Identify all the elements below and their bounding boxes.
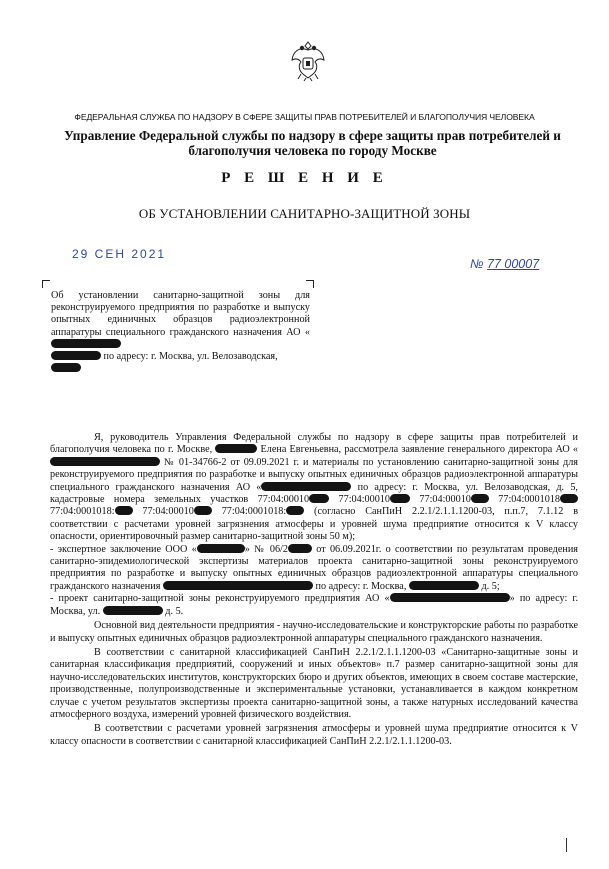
- document-body: [50, 432, 578, 748]
- paragraph-4: Основной вид деятельности предприятия - научно-исследовательские и конструкторские работы по разработке и выпуску опытных единичных образцов радиоэлектронной аппаратуры специального гражданского назначения.: [50, 620, 578, 644]
- department-line-1: Управление Федеральной службы по надзору в сфере защиты прав потребителей и: [64, 128, 561, 143]
- redaction-mark: [51, 351, 101, 360]
- subject-text: Об установлении санитарно-защитной зоны для реконструируемого предприятия по разработке и выпуску опытных единичных образцов радиоэлектронной аппаратуры специального гражданского назначения АО « по адресу: г. Москва, ул. Велозаводская,: [51, 290, 310, 375]
- document-number: [470, 257, 539, 271]
- redaction-mark: [163, 581, 313, 590]
- coat-of-arms-emblem: [289, 38, 327, 82]
- redaction-mark: [215, 444, 257, 453]
- document-subtitle: ОБ УСТАНОВЛЕНИИ САНИТАРНО-ЗАЩИТНОЙ ЗОНЫ: [138, 206, 471, 221]
- redaction-mark: [197, 544, 245, 553]
- redaction-mark: [390, 593, 510, 602]
- redaction-mark: [51, 363, 81, 372]
- redaction-mark: [390, 494, 410, 503]
- redaction-mark: [51, 339, 121, 348]
- redaction-mark: [194, 506, 212, 515]
- paragraph-1: Я, руководитель Управления Федеральной службы по надзору в сфере защиты прав потребителей и благополучия человека по г. Москве, Елена Евгеньевна, рассмотрела заявление генерального директора АО « № 01-34766-2 от 09.09.2021 г. и материалы по установлению санитарно-защитной зоны для реконструируемого предприятия по разработке и выпуску опытных единичных образцов радиоэлектронной аппаратуры специального гражданского назначения АО « по адресу: г. Москва, ул. Велозаводская, д. 5, кадастровые номера земельных участков 77:04:00010 77:04:00010 77:04:00010 77:04:0001018 77:04:0001018: 77:04:00010 77:04:0001018: (согласно СанПиН 2.2.1/2.1.1.1200-03, п.п.7, 7.1.12 в соответствии с расчетами уровней загрязнения атмосферы и уровней шума предприятие относится к V классу опасности, ориентировочный размер санитарно-защитной зоны 50 м);: [50, 432, 579, 543]
- redaction-mark: [115, 506, 133, 515]
- paragraph-3: - проект санитарно-защитной зоны реконструируемого предприятия АО « » по адресу: г. Москва, ул. д. 5.: [50, 593, 578, 617]
- paragraph-6: В соответствии с расчетами уровней загрязнения атмосферы и уровней шума предприятие относится к V классу опасности в соответствии с санитарной классификацией СанПиН 2.2.1/2.1.1.1200-03.: [50, 723, 578, 747]
- department-name: [40, 128, 585, 158]
- date-stamp: 29 СЕН 2021: [72, 247, 167, 261]
- number-prefix: №: [470, 257, 484, 271]
- redaction-mark: [560, 494, 578, 503]
- agency-name: ФЕДЕРАЛЬНАЯ СЛУЖБА ПО НАДЗОРУ В СФЕРЕ ЗАЩИТЫ ПРАВ ПОТРЕБИТЕЛЕЙ И БЛАГОПОЛУЧИЯ ЧЕЛОВЕКА: [74, 112, 535, 122]
- department-line-2: благополучия человека по городу Москве: [188, 143, 437, 158]
- redaction-mark: [103, 606, 163, 615]
- redaction-mark: [288, 544, 312, 553]
- paragraph-2: - экспертное заключение ООО « » № 06/2 от 06.09.2021г. о соответствии по результатам проведения санитарно-эпидемиологической экспертизы материалов проекта санитарно-защитной зоны реконструируемого предприятия по разработке и выпуску опытных единичных образцов радиоэлектронной аппаратуры специального гражданского назначения по адресу: г. Москва, д. 5;: [50, 543, 578, 592]
- redaction-mark: [261, 482, 351, 491]
- redaction-mark: [286, 506, 304, 515]
- scan-corner-mark: [566, 838, 567, 852]
- redaction-mark: [409, 581, 479, 590]
- document-title: Р Е Ш Е Н И Е: [221, 170, 388, 186]
- redaction-mark: [50, 457, 160, 466]
- redaction-mark: [309, 494, 329, 503]
- paragraph-5: В соответствии с санитарной классификацией СанПиН 2.2.1/2.1.1.1200-03 «Санитарно-защитные зоны и санитарная классификация предприятий, сооружений и иных объектов» п.7 размер санитарно-защитной зоны для научно-исследовательских институтов, конструкторских бюро и других объектов, имеющих в своем составе мастерские, производственные, полупроизводственные и экспериментальные установки, устанавливается в каждом конкретном случае с учетом результатов экспертизы проекта санитарно-защитной зоны, а также натурных исследований качества атмосферного воздуха, измерений уровней физического воздействия.: [50, 646, 578, 720]
- number-value: 77 00007: [487, 257, 540, 271]
- redaction-mark: [471, 494, 489, 503]
